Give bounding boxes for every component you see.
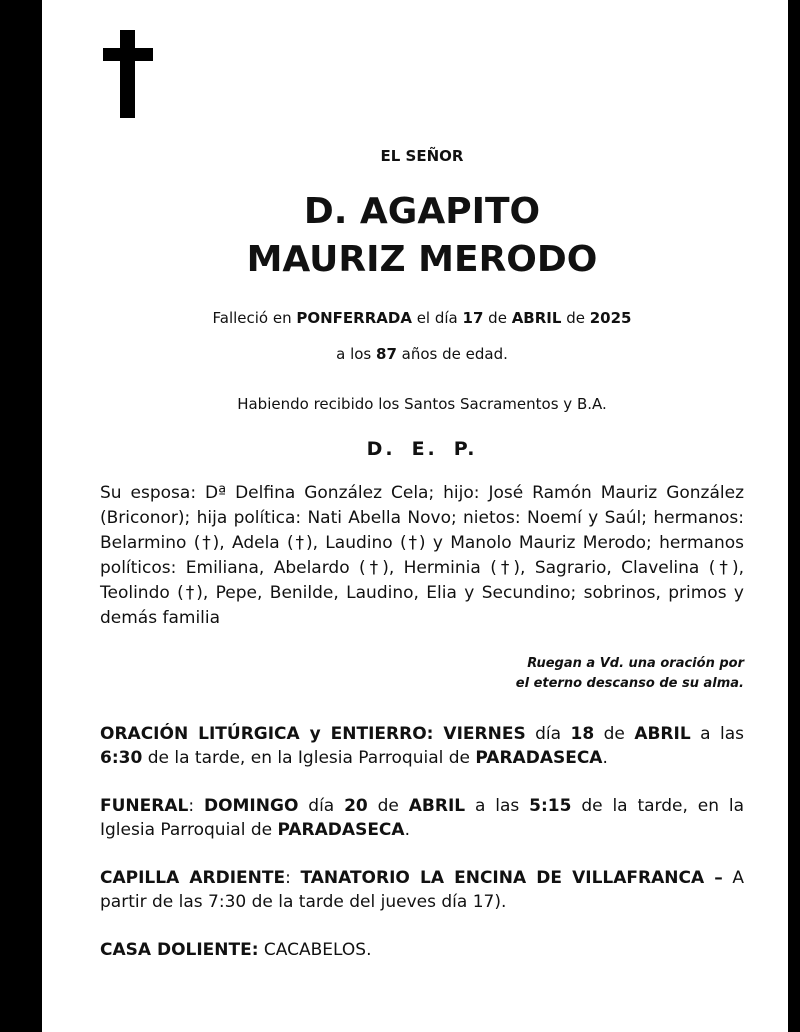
age-statement: a los 87 años de edad. bbox=[336, 345, 508, 363]
family-list: Su esposa: Dª Delfina González Cela; hijo: José Ramón Mauriz González (Briconor); hija política: Nati Abella Novo; nietos: Noemí y Saúl; hermanos: Belarmino (†), Adela (†), Laudino (†) y Manolo Mauriz Merodo; hermanos políticos: Emiliana, Abelardo (†), Herminia (†), Sagrario, Clavelina (†), Teolindo (†), Pepe, Benilde, Laudino, Elia y Secundino; sobrinos, primos y demás familia bbox=[100, 483, 744, 628]
funeral-info: FUNERAL: DOMINGO día 20 de ABRIL a las 5:15 de la tarde, en la Iglesia Parroquial de PARADASECA. bbox=[100, 796, 744, 840]
cross-icon bbox=[103, 30, 153, 120]
prayer-request: Ruegan a Vd. una oración por el eterno descanso de su alma. bbox=[515, 656, 744, 691]
mourning-house-info: CASA DOLIENTE: CACABELOS. bbox=[100, 940, 372, 960]
death-place: PONFERRADA bbox=[296, 309, 412, 327]
age-value: 87 bbox=[376, 345, 397, 363]
ceremony-info: ORACIÓN LITÚRGICA y ENTIERRO: VIERNES día 18 de ABRIL a las 6:30 de la tarde, en la Iglesia Parroquial de PARADASECA. bbox=[100, 724, 744, 768]
death-statement: Falleció en PONFERRADA el día 17 de ABRIL de 2025 bbox=[212, 309, 632, 327]
right-mourning-border bbox=[788, 0, 800, 1032]
deceased-name-line2: MAURIZ MERODO bbox=[246, 239, 598, 280]
deceased-name bbox=[100, 188, 744, 284]
dep-acronym: D. E. P. bbox=[366, 438, 478, 460]
chapel-info: CAPILLA ARDIENTE: TANATORIO LA ENCINA DE VILLAFRANCA – A partir de las 7:30 de la tarde del jueves día 17). bbox=[100, 868, 744, 912]
death-month: ABRIL bbox=[511, 309, 562, 327]
death-day: 17 bbox=[462, 309, 484, 327]
left-mourning-border bbox=[0, 0, 42, 1032]
honorific: EL SEÑOR bbox=[380, 147, 464, 165]
death-year: 2025 bbox=[589, 309, 632, 327]
sacraments-statement: Habiendo recibido los Santos Sacramentos y B.A. bbox=[237, 395, 607, 413]
deceased-name-line1: D. AGAPITO bbox=[303, 191, 541, 232]
